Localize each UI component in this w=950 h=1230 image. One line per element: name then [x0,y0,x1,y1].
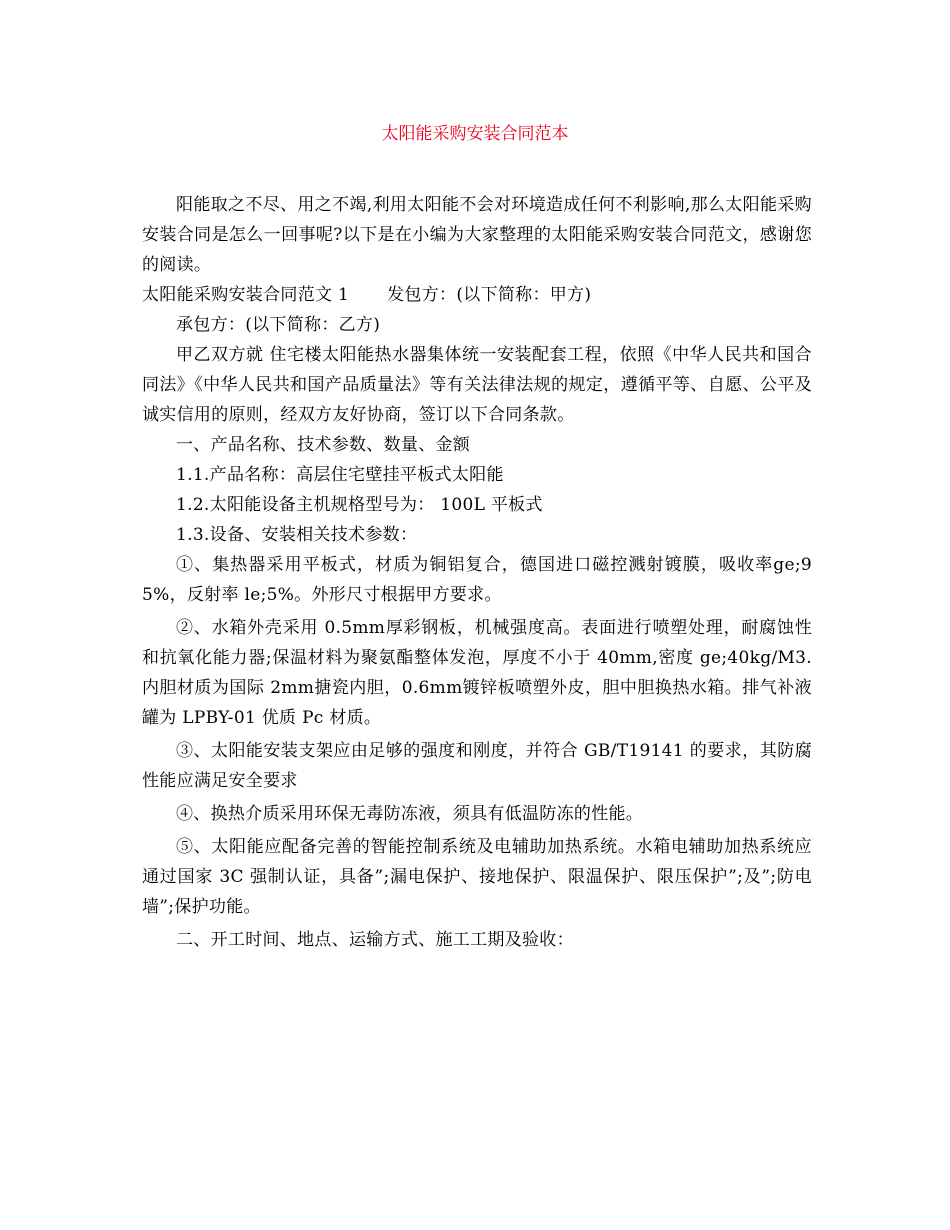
param-3: ③、太阳能安装支架应由足够的强度和刚度，并符合 GB/T19141 的要求，其防腐性能应满足安全要求 [142,741,812,791]
param-1: ①、集热器采用平板式，材质为铜铝复合，德国进口磁控溅射镀膜，吸收率ge;95%，反射率 le;5%。外形尺寸根据甲方要求。 [142,555,812,605]
document-body [142,190,812,955]
intro-paragraph: 阳能取之不尽、用之不竭,利用太阳能不会对环境造成任何不利影响,那么太阳能采购安装合同是怎么一回事呢?以下是在小编为大家整理的太阳能采购安装合同范文，感谢您的阅读。 [142,195,812,275]
item-1-2: 1.2.太阳能设备主机规格型号为： 100L 平板式 [176,495,543,515]
param-2: ②、水箱外壳采用 0.5mm厚彩钢板，机械强度高。表面进行喷塑处理，耐腐蚀性和抗氧化能力器;保温材料为聚氨酯整体发泡，厚度不小于 40mm,密度 ge;40kg/M3.内胆材质为国际 2mm搪瓷内胆，0.6mm镀锌板喷塑外皮，胆中胆换热水箱。排气补液罐为 LPBY-01 优质 Pc 材质。 [142,618,812,728]
section-2-title: 二、开工时间、地点、运输方式、施工工期及验收： [176,930,574,950]
sample-heading-line [142,280,812,310]
section-1-title: 一、产品名称、技术参数、数量、金额 [176,435,471,455]
party-b: 承包方：(以下简称：乙方) [176,315,381,335]
party-a: 发包方：(以下简称：甲方) [387,285,592,305]
param-4: ④、换热介质采用环保无毒防冻液，须具有低温防冻的性能。 [176,804,644,824]
param-5: ⑤、太阳能应配备完善的智能控制系统及电辅助加热系统。水箱电辅助加热系统应通过国家 3C 强制认证，具备”;漏电保护、接地保护、限温保护、限压保护”;及”;防电墙”;保护功能。 [142,837,812,917]
item-1-1: 1.1.产品名称：高层住宅壁挂平板式太阳能 [176,465,504,485]
preamble-paragraph: 甲乙双方就 住宅楼太阳能热水器集体统一安装配套工程，依照《中华人民共和国合同法》《中华人民共和国产品质量法》等有关法律法规的规定，遵循平等、自愿、公平及诚实信用的原则，经双方友好协商，签订以下合同条款。 [142,345,812,425]
document-title: 太阳能采购安装合同范本 [381,124,569,144]
item-1-3: 1.3.设备、安装相关技术参数： [176,525,418,545]
sample-heading: 太阳能采购安装合同范文 1 [142,285,350,305]
